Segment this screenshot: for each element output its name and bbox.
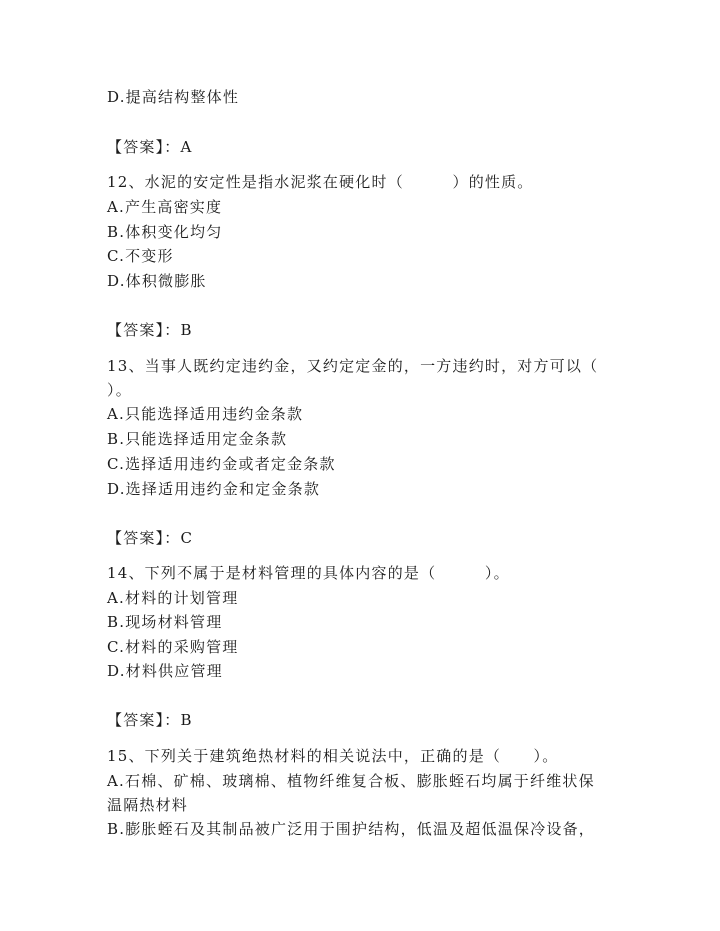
answer-q14: 【答案】：B [107, 711, 193, 729]
option-a-q15: A.石棉、矿棉、玻璃棉、植物纤维复合板、膨胀蛭石均属于纤维状保 [107, 772, 595, 790]
answer-q11: 【答案】：A [107, 138, 193, 156]
option-b-q15: B.膨胀蛭石及其制品被广泛用于围护结构，低温及超低温保冷设备， [107, 820, 595, 838]
answer-q13: 【答案】：C [107, 529, 194, 547]
question-14: 14、下列不属于是材料管理的具体内容的是（ ）。 [107, 564, 510, 582]
question-13: 13、当事人既约定违约金，又约定定金的，一方违约时，对方可以（ [107, 357, 599, 375]
option-d-q13: D.选择适用违约金和定金条款 [107, 480, 321, 498]
option-b-q13: B.只能选择适用定金条款 [107, 430, 288, 448]
question-15: 15、下列关于建筑绝热材料的相关说法中，正确的是（ ）。 [107, 747, 559, 765]
option-a-q14: A.材料的计划管理 [107, 589, 239, 607]
option-a-q13: A.只能选择适用违约金条款 [107, 405, 304, 423]
question-13-cont: ）。 [107, 381, 132, 399]
option-d-q11: D.提高结构整体性 [107, 88, 240, 106]
option-a-q12: A.产生高密实度 [107, 198, 223, 216]
question-12: 12、水泥的安定性是指水泥浆在硬化时（ ）的性质。 [107, 173, 534, 191]
option-b-q14: B.现场材料管理 [107, 613, 223, 631]
option-d-q12: D.体积微膨胀 [107, 272, 207, 290]
option-c-q13: C.选择适用违约金或者定金条款 [107, 455, 336, 473]
option-d-q14: D.材料供应管理 [107, 662, 223, 680]
option-a-q15-cont: 温隔热材料 [107, 796, 189, 814]
option-c-q14: C.材料的采购管理 [107, 638, 239, 656]
option-b-q12: B.体积变化均匀 [107, 223, 223, 241]
option-c-q12: C.不变形 [107, 247, 174, 265]
answer-q12: 【答案】：B [107, 321, 193, 339]
